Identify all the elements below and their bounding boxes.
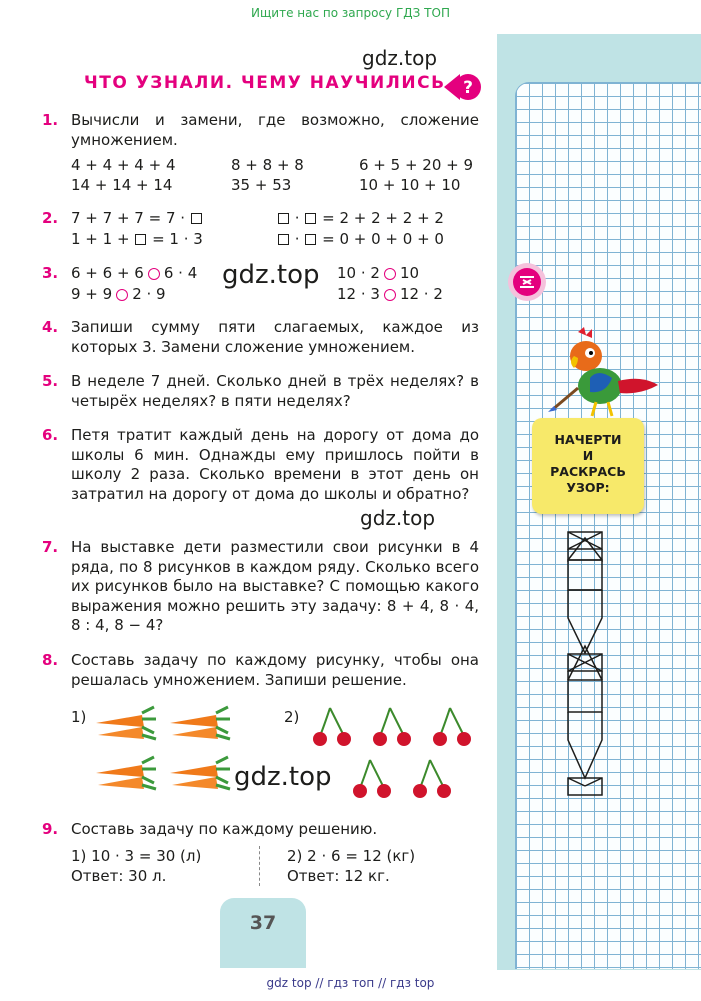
compare-circle: [148, 268, 160, 280]
question-badge-icon: [444, 68, 482, 106]
divider: [259, 846, 261, 886]
watermark: gdz.top: [360, 506, 436, 530]
compare-circle: [384, 268, 396, 280]
card-line: НАЧЕРТИ: [554, 432, 622, 447]
expression: 10 + 10 + 10: [359, 176, 461, 194]
task-number: 4.: [42, 318, 59, 336]
badge-symbol: ?: [463, 78, 473, 98]
task-number: 3.: [42, 264, 59, 282]
blank-square: [278, 234, 289, 245]
task-text: Составь задачу по каждому рисунку, чтобы она решалась умножением. Запиши решение.: [71, 651, 479, 689]
task-text: Составь задачу по каждому решению.: [71, 820, 378, 838]
carrot-bunch-icon: [170, 707, 230, 739]
task-number: 2.: [42, 209, 59, 227]
expression: 14 + 14 + 14: [71, 176, 173, 194]
card-line: УЗОР:: [566, 480, 610, 495]
graph-paper-grid: [515, 82, 701, 969]
cherry-pair-icon: [353, 760, 391, 798]
cherry-pair-icon: [373, 708, 411, 746]
task-text: В неделе 7 дней. Сколько дней в трёх неделях? в четырёх неделях? в пяти неделях?: [71, 372, 479, 410]
blank-square: [278, 213, 289, 224]
bottom-banner: gdz top // гдз топ // гдз top: [266, 976, 435, 990]
blank-square: [305, 213, 316, 224]
task-number: 9.: [42, 820, 59, 838]
expression: 1 + 1 + = 1 · 3: [71, 230, 203, 248]
watermark: gdz.top: [362, 46, 438, 70]
task-number: 6.: [42, 426, 59, 444]
task-number: 1.: [42, 111, 59, 129]
watermark: gdz.top: [234, 762, 332, 792]
task-number: 7.: [42, 538, 59, 556]
solution: 1) 10 · 3 = 30 (л): [71, 847, 202, 865]
expression: 6 + 5 + 20 + 9: [359, 156, 474, 174]
top-banner: Ищите нас по запросу ГДЗ ТОП: [251, 6, 450, 20]
task-number: 5.: [42, 372, 59, 390]
expression: · = 2 + 2 + 2 + 2: [277, 209, 444, 227]
cherry-pair-icon: [433, 708, 471, 746]
cherries-picture: [310, 700, 480, 804]
operation-icon: [507, 262, 547, 302]
carrot-bunch-icon: [96, 707, 156, 739]
compare-circle: [116, 289, 128, 301]
picture-label: 1): [71, 708, 87, 726]
expression: 7 + 7 + 7 = 7 ·: [71, 209, 203, 227]
blank-square: [305, 234, 316, 245]
expression: 35 + 53: [231, 176, 292, 194]
carrots-picture: [92, 705, 232, 800]
carrot-bunch-icon: [170, 757, 230, 789]
comparison: 10 · 2 10: [337, 264, 420, 282]
card-line: И: [582, 448, 594, 463]
task-number: 8.: [42, 651, 59, 669]
task-text: Вычисли и замени, где возможно, сложение умножением.: [71, 111, 479, 149]
blank-square: [191, 213, 202, 224]
parrot-illustration: [538, 326, 662, 420]
comparison: 12 · 3 12 · 2: [337, 285, 443, 303]
cherry-pair-icon: [313, 708, 351, 746]
comparison: 9 + 9 2 · 9: [71, 285, 166, 303]
comparison: 6 + 6 + 6 6 · 4: [71, 264, 198, 282]
page-number: 37: [249, 912, 277, 934]
task-text: На выставке дети разместили свои рисунки в 4 ряда, по 8 рисунков в каждом ряду. Сколько всего их рисунков было на выставке? С помощью какого выражения можно решить эту задачу: 8 + 4, 8 · 4, 8 : 4, 8 − 4?: [71, 538, 479, 634]
compare-circle: [384, 289, 396, 301]
blank-square: [135, 234, 146, 245]
task-text: Запиши сумму пяти слагаемых, каждое из которых 3. Замени сложение умножением.: [71, 318, 479, 356]
page-title: ЧТО УЗНАЛИ. ЧЕМУ НАУЧИЛИСЬ: [84, 73, 446, 93]
solution: 2) 2 · 6 = 12 (кг): [287, 847, 416, 865]
answer: Ответ: 30 л.: [71, 867, 167, 885]
expression: · = 0 + 0 + 0 + 0: [277, 230, 444, 248]
card-line: РАСКРАСЬ: [550, 464, 626, 479]
task-text: Петя тратит каждый день на дорогу от дома до школы 6 мин. Однажды ему пришлось пойти в школу 2 раза. Сколько времени в этот день он затратил на дорогу от дома до школы и обратно?: [71, 426, 479, 503]
carrot-bunch-icon: [96, 757, 156, 789]
expression: 4 + 4 + 4 + 4: [71, 156, 176, 174]
expression: 8 + 8 + 8: [231, 156, 304, 174]
instruction-card: [532, 418, 644, 514]
pattern-drawing: [560, 528, 610, 800]
picture-label: 2): [284, 708, 300, 726]
cherry-pair-icon: [413, 760, 451, 798]
answer: Ответ: 12 кг.: [287, 867, 390, 885]
watermark: gdz.top: [222, 260, 320, 290]
